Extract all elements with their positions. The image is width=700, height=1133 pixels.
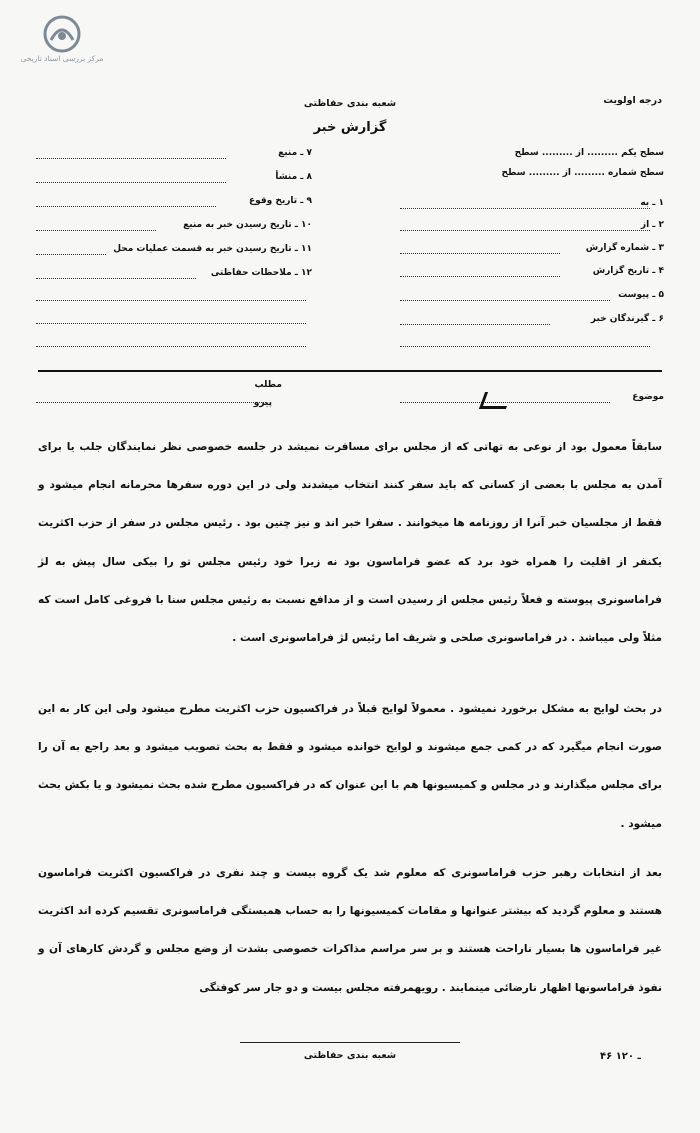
field-left-5: ۱۱ ـ تاریخ رسیدن خبر به قسمت عملیات محل bbox=[113, 244, 312, 254]
field-right-3-line bbox=[400, 208, 650, 209]
field-left-1-line bbox=[36, 158, 226, 159]
footer-signature-line bbox=[240, 1042, 460, 1043]
field-left-3-line bbox=[36, 206, 216, 207]
field-left-4-line bbox=[36, 230, 156, 231]
field-right-7-line bbox=[400, 300, 610, 301]
body-paragraph-3: بعد از انتخابات رهبر حزب فراماسونری که معلوم شد یک گروه بیست و چند نفری در فراکسیون اکثریت فراماسون هستند و معلوم گردید که بیشتر عنوانها و مقامات کمیسیونها را به حساب همبستگی فراماسونری تقسیم کرده اند اکثریت غیر فراماسون ها بسیار ناراحت هستند و بر سر مراسم مذاکرات خصوصی بشدت از وضع مجلس و گردش کارهای آن و نفوذ فراماسونها اظهار نارضائی مینمایند . رویهمرفته مجلس بیست و دو جار سر کوفتگی bbox=[38, 867, 662, 994]
subject-right-label-2: پیرو bbox=[253, 398, 272, 408]
field-right-8: ۶ ـ گیرندگان خبر bbox=[590, 314, 664, 324]
field-left-5-line bbox=[36, 254, 106, 255]
field-right-3: ۱ ـ به bbox=[640, 198, 664, 208]
field-right-7: ۵ ـ پیوست bbox=[618, 290, 664, 300]
watermark-text: مرکز بررسی اسناد تاریخی bbox=[20, 54, 104, 63]
field-right-2: سطح شماره ......... از ......... سطح bbox=[501, 168, 664, 178]
body-paragraph-2: در بحث لوایح به مشکل برخورد نمیشود . معمولاً لوایح قبلاً در فراکسیون حزب اکثریت مطرح میشود ولی این کار به این صورت انجام میگیرد که در کمی جمع میشوند و لوایح خوانده میشود و فقط به بحث تصویب میشود و بعد راجع به آن را برای مجلس میگذارند و در مجلس و کمیسیونها هم با این عنوان که در فراکسیون مطرح شده بحث نمیشود و یا بکش بحث میشود . bbox=[38, 703, 662, 830]
classification-label: درجه اولویت bbox=[603, 95, 662, 106]
field-left-extra-line-1 bbox=[36, 300, 306, 301]
document-title: گزارش خبر bbox=[313, 120, 387, 135]
archive-watermark bbox=[6, 14, 118, 70]
field-right-6-line bbox=[400, 276, 560, 277]
field-left-6-line bbox=[36, 278, 196, 279]
field-left-extra-line-2 bbox=[36, 323, 306, 324]
field-right-6: ۴ ـ تاریخ گزارش bbox=[592, 266, 664, 276]
field-left-1: ۷ ـ منبع bbox=[278, 148, 312, 158]
archive-logo-icon bbox=[42, 14, 82, 54]
field-left-4: ۱۰ ـ تاریخ رسیدن خبر به منبع bbox=[183, 220, 312, 230]
subject-right-label: مطلب bbox=[254, 380, 282, 390]
field-left-2: ۸ ـ منشأ bbox=[275, 172, 312, 182]
field-right-extra-line bbox=[400, 346, 650, 347]
footer-office-label: شعبه بندی حفاظتی bbox=[303, 1050, 397, 1061]
subject-line-left bbox=[36, 402, 266, 403]
page-number: ۴۶ ـ ۱۲۰ bbox=[600, 1051, 641, 1062]
field-right-5-line bbox=[400, 253, 560, 254]
body-paragraph-1: سابقاً معمول بود از نوعی به تهاتی که از مجلس برای مسافرت نمیشد در جلسه خصوصی نظر نمایندگان جلب یا برای آمدن به مجلس با بعضی از کسانی که باید سفر کنند انتخاب میشدند ولی در این دوره سفرها محرمانه انجام میشود و فقط از مجلسیان خبر آنرا از روزنامه ها میخوانند . سفرا خبر اند و نیز چنین بود . رئیس مجلس در سفر از حزب اکثریت یکنفر از اقلیت را همراه خود برد که عضو فراماسون بود نه زیرا خود رئیس مجلس تو را بیکی سال پیش به لژ فراماسونری پیوسته و فعلاً رئیس مجلس از رسیدن است و از مدافع نسبت به رئیس مجلس سنا با فروغی کامل است که مثلاً ولی میباشد . در فراماسونری صلحی و شریف اما رئیس لژ فراماسونری است . bbox=[38, 441, 662, 645]
field-right-4: ۲ ـ از bbox=[640, 220, 664, 230]
field-left-3: ۹ ـ تاریخ وقوع bbox=[248, 196, 312, 206]
field-left-6: ۱۲ ـ ملاحظات حفاظتی bbox=[210, 268, 312, 278]
subject-label: موضوع bbox=[632, 392, 664, 402]
field-right-1: سطح یکم ......... از ......... سطح bbox=[514, 148, 664, 158]
section-divider bbox=[38, 370, 662, 372]
field-left-2-line bbox=[36, 182, 226, 183]
field-left-extra-line-3 bbox=[36, 346, 306, 347]
field-right-4-line bbox=[400, 230, 650, 231]
subject-mark bbox=[479, 392, 512, 409]
office-label: شعبه بندی حفاظتی bbox=[303, 98, 397, 109]
field-right-5: ۳ ـ شماره گزارش bbox=[585, 243, 664, 253]
field-right-8-line bbox=[400, 324, 550, 325]
